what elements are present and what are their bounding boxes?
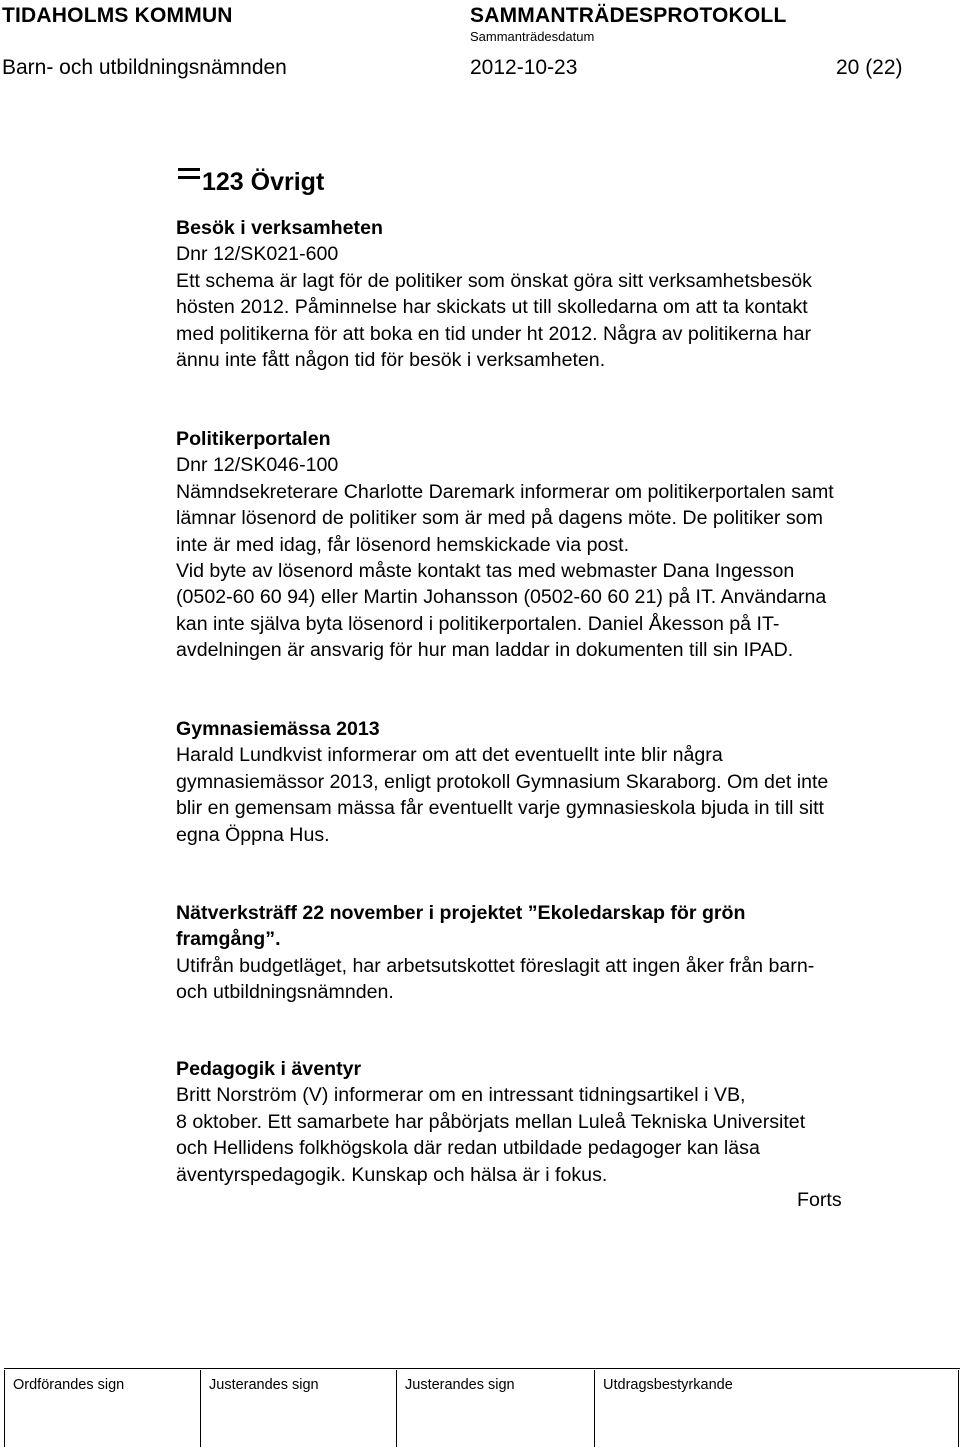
footer-divider [4,1368,960,1369]
section-line: Ett schema är lagt för de politiker som önskat göra sitt verksamhetsbesök [176,269,812,292]
footer-cell-border [4,1370,5,1447]
section-line: Harald Lundkvist informerar om att det eventuellt inte blir några [176,744,723,767]
section-line: lämnar lösenord de politiker som är med på dagens möte. De politiker som [176,507,823,530]
section-line: blir en gemensam mässa får eventuellt varje gymnasieskola bjuda in till sitt [176,797,824,820]
item-heading [176,160,324,197]
section-line: Utifrån budgetläget, har arbetsutskottet föreslagit att ingen åker från barn- [176,954,815,977]
meeting-date-label: Sammanträdesdatum [470,29,595,44]
section-line: med politikerna för att boka en tid under ht 2012. Några av politikerna har [176,322,811,345]
extract-certification-label: Utdragsbestyrkande [603,1377,733,1393]
section-line: kan inte själva byta lösenord i politikerportalen. Daniel Åkesson på IT- [176,612,780,635]
section-title: Politikerportalen [176,428,331,450]
section-line: inte är med idag, får lösenord hemskickade via post. [176,533,630,556]
section-line: 8 oktober. Ett samarbete har påbörjats mellan Luleå Tekniska Universitet [176,1110,806,1133]
section-upper-secondary-fair [176,716,936,848]
section-line: äventyrspedagogik. Kunskap och hälsa är i fokus. [176,1163,608,1186]
section-line: (0502-60 60 94) eller Martin Johansson (0502-60 60 21) på IT. Användarna [176,586,827,609]
section-title: Gymnasiemässa 2013 [176,718,380,740]
section-network-meeting [176,900,936,1006]
section-adventure-pedagogy [176,1056,936,1188]
section-line: Britt Norström (V) informerar om en intressant tidningsartikel i VB, [176,1084,746,1107]
footer-cell-border [958,1370,959,1447]
section-title: framgång”. [176,928,281,951]
section-politician-portal [176,426,936,664]
section-line: avdelningen är ansvarig för hur man laddar in dokumenten till sin IPAD. [176,639,794,662]
continuation-note: Forts [797,1189,842,1211]
section-line: och Hellidens folkhögskola där redan utbildade pedagoger kan läsa [176,1137,760,1160]
section-line: egna Öppna Hus. [176,823,330,846]
footer-cell-border [594,1370,595,1447]
footer-cell-border [396,1370,397,1447]
section-line: Nämndsekreterare Charlotte Daremark informerar om politikerportalen samt [176,480,834,503]
meeting-date: 2012-10-23 [470,56,578,79]
page-number: 20 (22) [836,56,903,79]
section-sign-icon [176,160,202,190]
section-line: ännu inte fått någon tid för besök i verksamheten. [176,349,606,372]
section-visit-operations [176,215,936,373]
section-title: Besök i verksamheten [176,217,383,239]
section-title: Nätverksträff 22 november i projektet ”Ekoledarskap för grön [176,902,746,924]
section-line: gymnasiemässor 2013, enligt protokoll Gymnasium Skaraborg. Om det inte [176,770,829,793]
board-name: Barn- och utbildningsnämnden [2,56,287,79]
footer-cell-border [200,1370,201,1447]
chair-signature-label: Ordförandes sign [13,1377,125,1393]
municipality-name: TIDAHOLMS KOMMUN [2,4,233,27]
section-line: Dnr 12/SK046-100 [176,454,339,477]
adjuster-signature-label: Justerandes sign [209,1377,319,1393]
section-line: och utbildningsnämnden. [176,981,394,1004]
section-line: hösten 2012. Påminnelse har skickats ut till skolledarna om att ta kontakt [176,296,808,319]
document-title: SAMMANTRÄDESPROTOKOLL [470,4,787,27]
adjuster-signature-label: Justerandes sign [405,1377,515,1393]
section-title: Pedagogik i äventyr [176,1058,362,1080]
section-line: Dnr 12/SK021-600 [176,243,339,266]
section-line: Vid byte av lösenord måste kontakt tas med webmaster Dana Ingesson [176,560,795,583]
item-title: 123 Övrigt [202,168,325,196]
